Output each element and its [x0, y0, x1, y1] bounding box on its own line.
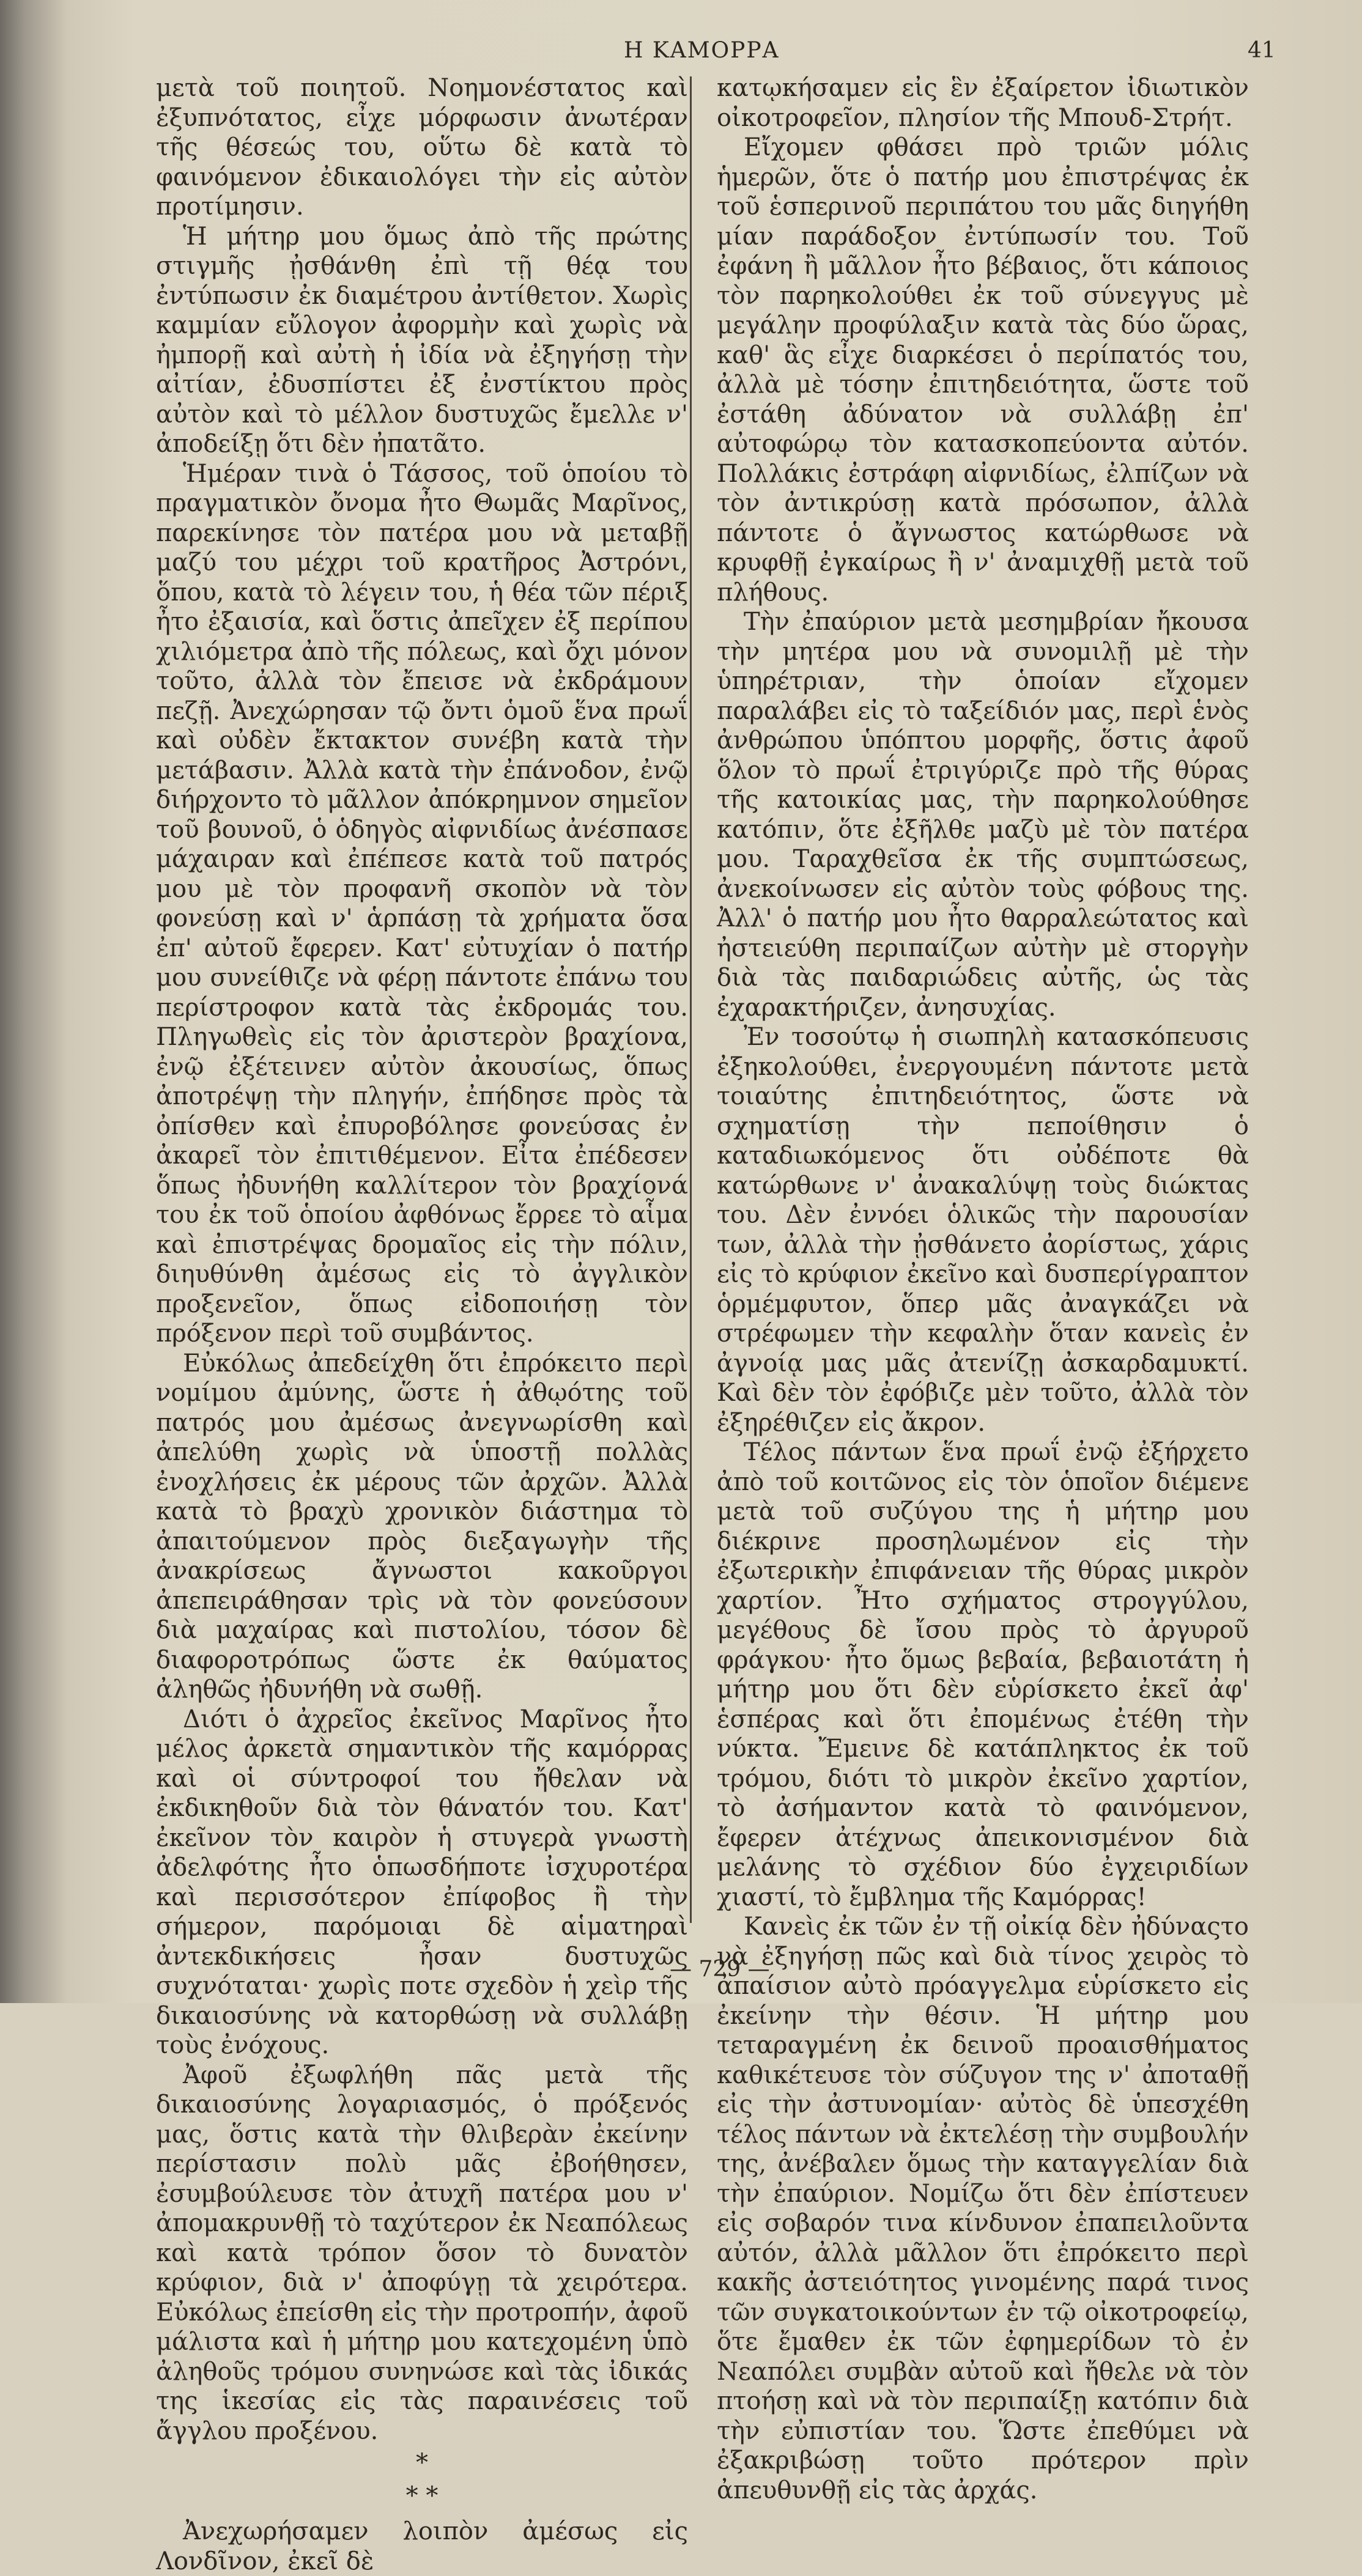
paragraph: μετὰ τοῦ ποιητοῦ. Νοημονέστατος καὶ ἐξυπνότατος, εἶχε μόρφωσιν ἀνωτέραν τῆς θέσεώς του, οὕτω δὲ κατὰ τὸ φαινόμενον ἐδικαιολόγει τὴν εἰς αὐτὸν προτίμησιν.	[156, 74, 688, 221]
left-column	[156, 73, 688, 2576]
paragraph: Τὴν ἐπαύριον μετὰ μεσημβρίαν ἤκουσα τὴν μητέρα μου νὰ συνομιλῇ μὲ τὴν ὑπηρέτριαν, τὴν ὁποίαν εἴχομεν παραλάβει εἰς τὸ ταξείδιόν μας, περὶ ἑνὸς ἀνθρώπου ὑπόπτου μορφῆς, ὅστις ἀφοῦ ὅλον τὸ πρωΐ ἐτριγύριζε πρὸ τῆς θύρας τῆς κατοικίας μας, τὴν παρηκολούθησε κατόπιν, ὅτε ἐξῆλθε μαζὺ μὲ τὸν πατέρα μου. Ταραχθεῖσα ἐκ τῆς συμπτώσεως, ἀνεκοίνωσεν εἰς αὐτὸν τοὺς φόβους της. Ἀλλ' ὁ πατήρ μου ἦτο θαρραλεώτατος καὶ ἠστειεύθη περιπαίζων αὐτὴν μὲ στοργὴν διὰ τὰς παιδαριώδεις αὐτῆς, ὡς τὰς ἐχαρακτήριζεν, ἀνησυχίας.	[717, 608, 1249, 1022]
folio: — 729 —	[670, 1957, 770, 1982]
paragraph: Ἀφοῦ ἐξωφλήθη πᾶς μετὰ τῆς δικαιοσύνης λογαριασμός, ὁ πρόξενός μας, ὅστις κατὰ τὴν θλιβερὰν ἐκείνην περίστασιν πολὺ μᾶς ἐβοήθησεν, ἐσυμβούλευσε τὸν ἀτυχῆ πατέρα μου ν' ἀπομακρυνθῇ τὸ ταχύτερον ἐκ Νεαπόλεως καὶ κατὰ τρόπον ὅσον τὸ δυνατὸν κρύφιον, διὰ ν' ἀποφύγῃ τὰ χειρότερα. Εὐκόλως ἐπείσθη εἰς τὴν προτροπήν, ἀφοῦ μάλιστα καὶ ἡ μήτηρ μου κατεχομένη ὑπὸ ἀληθοῦς τρόμου συνηνώσε καὶ τὰς ἰδικάς της ἱκεσίας εἰς τὰς παραινέσεις τοῦ ἄγγλου προξένου.	[156, 2061, 688, 2445]
paragraph: Ἡ μήτηρ μου ὅμως ἀπὸ τῆς πρώτης στιγμῆς ᾐσθάνθη ἐπὶ τῇ θέᾳ του ἐντύπωσιν ἐκ διαμέτρου ἀντίθετον. Χωρὶς καμμίαν εὔλογον ἀφορμὴν καὶ χωρὶς νὰ ἠμπορῇ καὶ αὐτὴ ἡ ἰδία νὰ ἐξηγήσῃ τὴν αἰτίαν, ἐδυσπίστει ἐξ ἐνστίκτου πρὸς αὐτὸν καὶ τὸ μέλλον δυστυχῶς ἔμελλε ν' ἀποδείξῃ ὅτι δὲν ἠπατᾶτο.	[156, 222, 688, 458]
paragraph: Ἀνεχωρήσαμεν λοιπὸν ἀμέσως εἰς Λονδῖνον, ἐκεῖ δὲ	[156, 2517, 688, 2575]
running-head	[0, 32, 1362, 75]
section-break-bottom: * *	[405, 2482, 439, 2510]
right-column	[717, 73, 1249, 2505]
column-rule	[690, 76, 692, 1923]
page-number: 41	[1248, 38, 1276, 63]
paragraph: Ἐν τοσούτῳ ἡ σιωπηλὴ κατασκόπευσις ἐξηκολούθει, ἐνεργουμένη πάντοτε μετὰ τοιαύτης ἐπιτηδειότητος, ὥστε νὰ σχηματίσῃ τὴν πεποίθησιν ὁ καταδιωκόμενος ὅτι οὐδέποτε θὰ κατώρθωνε ν' ἀνακαλύψῃ τοὺς διώκτας του. Δὲν ἐννόει ὁλικῶς τὴν παρουσίαν των, ἀλλὰ τὴν ᾐσθάνετο ἀορίστως, χάρις εἰς τὸ κρύφιον ἐκεῖνο καὶ δυσπερίγραπτον ὁρμέμφυτον, ὅπερ μᾶς ἀναγκάζει νὰ στρέφωμεν τὴν κεφαλὴν ὅταν κανεὶς ἐν ἀγνοίᾳ μας μᾶς ἀτενίζῃ ἀσκαρδαμυκτί. Καὶ δὲν τὸν ἐφόβιζε μὲν τοῦτο, ἀλλὰ τὸν ἐξηρέθιζεν εἰς ἄκρον.	[717, 1023, 1249, 1437]
paragraph: Κανεὶς ἐκ τῶν ἐν τῇ οἰκίᾳ δὲν ἠδύναςτο νὰ ἐξηγήσῃ πῶς καὶ διὰ τίνος χειρὸς τὸ ἀπαίσιον αὐτὸ πρόαγγελμα εὑρίσκετο εἰς ἐκείνην τὴν θέσιν. Ἡ μήτηρ μου τεταραγμένη ἐκ δεινοῦ προαισθήματος καθικέτευσε τὸν σύζυγον της ν' ἀποταθῇ εἰς τὴν ἀστυνομίαν· αὐτὸς δὲ ὑπεσχέθη τέλος πάντων νὰ ἐκτελέσῃ τὴν συμβουλήν της, ἀνέβαλεν ὅμως τὴν καταγγελίαν διὰ τὴν ἐπαύριον. Νομίζω ὅτι δὲν ἐπίστευεν εἰς σοβαρόν τινα κίνδυνον ἐπαπειλοῦντα αὐτόν, ἀλλὰ μᾶλλον ὅτι ἐπρόκειτο περὶ κακῆς ἀστειότητος γινομένης παρά τινος τῶν συγκατοικούντων ἐν τῷ οἰκοτροφείῳ, ὅτε ἔμαθεν ἐκ τῶν ἐφημερίδων τὸ ἐν Νεαπόλει συμβὰν αὐτοῦ καὶ ἤθελε νὰ τὸν πτοήσῃ καὶ νὰ τὸν περιπαίξῃ κατόπιν διὰ τὴν εὐπιστίαν του. Ὥστε ἐπεθύμει νὰ ἐξακριβώσῃ τοῦτο πρότερον πρὶν ἀπευθυνθῇ εἰς τὰς ἀρχάς.	[717, 1913, 1249, 2504]
section-break-top: *	[416, 2449, 428, 2477]
paragraph: Ἡμέραν τινὰ ὁ Τάσσος, τοῦ ὁποίου τὸ πραγματικὸν ὄνομα ἦτο Θωμᾶς Μαρῖνος, παρεκίνησε τὸν πατέρα μου νὰ μεταβῇ μαζύ του μέχρι τοῦ κρατῆρος Ἀστρόνι, ὅπου, κατὰ τὸ λέγειν του, ἡ θέα τῶν πέριξ ἦτο ἐξαισία, καὶ ὅστις ἀπεῖχεν ἐξ περίπου χιλιόμετρα ἀπὸ τῆς πόλεως, καὶ ὄχι μόνον τοῦτο, ἀλλὰ τὸν ἔπεισε νὰ ἐκδράμουν πεζῇ. Ἀνεχώρησαν τῷ ὄντι ὁμοῦ ἕνα πρωΐ καὶ οὐδὲν ἔκτακτον συνέβη κατὰ τὴν μετάβασιν. Ἀλλὰ κατὰ τὴν ἐπάνοδον, ἐνῷ διήρχοντο τὸ μᾶλλον ἀπόκρημνον σημεῖον τοῦ βουνοῦ, ὁ ὁδηγὸς αἰφνιδίως ἀνέσπασε μάχαιραν καὶ ἐπέπεσε κατὰ τοῦ πατρός μου μὲ τὸν προφανῆ σκοπὸν νὰ τὸν φονεύσῃ καὶ ν' ἁρπάσῃ τὰ χρήματα ὅσα ἐπ' αὐτοῦ ἔφερεν. Κατ' εὐτυχίαν ὁ πατήρ μου συνείθιζε νὰ φέρῃ πάντοτε ἐπάνω του περίστροφον κατὰ τὰς ἐκδρομάς του. Πληγωθεὶς εἰς τὸν ἀριστερὸν βραχίονα, ἐνῷ ἐξέτεινεν αὐτὸν ἀκουσίως, ὅπως ἀποτρέψῃ τὴν πληγήν, ἐπήδησε πρὸς τὰ ὀπίσθεν καὶ ἐπυροβόλησε φονεύσας ἐν ἀκαρεῖ τὸν ἐπιτιθέμενον. Εἶτα ἐπέδεσεν ὅπως ἠδυνήθη καλλίτερον τὸν βραχίονά του ἐκ τοῦ ὁποίου ἀφθόνως ἔρρεε τὸ αἷμα καὶ ἐπιστρέψας δρομαῖος εἰς τὴν πόλιν, διηυθύνθη ἀμέσως εἰς τὸ ἀγγλικὸν προξενεῖον, ὅπως εἰδοποιήσῃ τὸν πρόξενον περὶ τοῦ συμβάντος.	[156, 459, 688, 1348]
paragraph: κατῳκήσαμεν εἰς ἓν ἐξαίρετον ἰδιωτικὸν οἰκοτροφεῖον, πλησίον τῆς Μπουδ-Στρήτ.	[717, 74, 1249, 132]
paragraph: Εἴχομεν φθάσει πρὸ τριῶν μόλις ἡμερῶν, ὅτε ὁ πατήρ μου ἐπιστρέψας ἐκ τοῦ ἑσπερινοῦ περιπάτου του μᾶς διηγήθη μίαν παράδοξον ἐντύπωσίν του. Τοῦ ἐφάνη ἢ μᾶλλον ἦτο βέβαιος, ὅτι κάποιος τὸν παρηκολούθει ἐκ τοῦ σύνεγγυς μὲ μεγάλην προφύλαξιν κατὰ τὰς δύο ὥρας, καθ' ἃς εἶχε διαρκέσει ὁ περίπατός του, ἀλλὰ μὲ τόσην ἐπιτηδειότητα, ὥστε τοῦ ἐστάθη ἀδύνατον νὰ συλλάβῃ ἐπ' αὐτοφώρῳ τὸν κατασκοπεύοντα αὐτόν. Πολλάκις ἐστράφη αἰφνιδίως, ἐλπίζων νὰ τὸν ἀντικρύσῃ κατὰ πρόσωπον, ἀλλὰ πάντοτε ὁ ἄγνωστος κατώρθωσε νὰ κρυφθῇ ἐγκαίρως ἢ ν' ἀναμιχθῇ μετὰ τοῦ πλήθους.	[717, 133, 1249, 607]
paragraph: Τέλος πάντων ἕνα πρωΐ ἐνῷ ἐξήρχετο ἀπὸ τοῦ κοιτῶνος εἰς τὸν ὁποῖον διέμενε μετὰ τοῦ συζύγου της ἡ μήτηρ μου διέκρινε προσηλωμένον εἰς τὴν ἐξωτερικὴν ἐπιφάνειαν τῆς θύρας μικρὸν χαρτίον. Ἦτο σχήματος στρογγύλου, μεγέθους δὲ ἴσου πρὸς τὸ ἀργυροῦ φράγκου· ἦτο ὅμως βεβαία, βεβαιοτάτη ἡ μήτηρ μου ὅτι δὲν εὑρίσκετο ἐκεῖ ἀφ' ἑσπέρας καὶ ὅτι ἐπομένως ἐτέθη τὴν νύκτα. Ἔμεινε δὲ κατάπληκτος ἐκ τοῦ τρόμου, διότι τὸ μικρὸν ἐκεῖνο χαρτίον, τὸ ἀσήμαντον κατὰ τὸ φαινόμενον, ἔφερεν ἀτέχνως ἀπεικονισμένον διὰ μελάνης τὸ σχέδιον δύο ἐγχειριδίων χιαστί, τὸ ἔμβλημα τῆς Καμόρρας!	[717, 1438, 1249, 1911]
paragraph: Διότι ὁ ἀχρεῖος ἐκεῖνος Μαρῖνος ἦτο μέλος ἀρκετὰ σημαντικὸν τῆς καμόρρας καὶ οἱ σύντροφοί του ἤθελαν νὰ ἐκδικηθοῦν διὰ τὸν θάνατόν του. Κατ' ἐκεῖνον τὸν καιρὸν ἡ στυγερὰ γνωστὴ ἀδελφότης ἦτο ὁπωσδήποτε ἰσχυροτέρα καὶ περισσότερον ἐπίφοβος ἢ τὴν σήμερον, παρόμοιαι δὲ αἱματηραὶ ἀντεκδικήσεις ἦσαν δυστυχῶς συχνόταται· χωρὶς ποτε σχεδὸν ἡ χεὶρ τῆς δικαιοσύνης νὰ κατορθώσῃ νὰ συλλάβῃ τοὺς ἐνόχους.	[156, 1705, 688, 2059]
running-title: Η ΚΑΜΟΡΡΑ	[624, 38, 780, 63]
paragraph: Εὐκόλως ἀπεδείχθη ὅτι ἐπρόκειτο περὶ νομίμου ἀμύνης, ὥστε ἡ ἀθῳότης τοῦ πατρός μου ἀμέσως ἀνεγνωρίσθη καὶ ἀπελύθη χωρὶς νὰ ὑποστῇ πολλὰς ἐνοχλήσεις ἐκ μέρους τῶν ἀρχῶν. Ἀλλὰ κατὰ τὸ βραχὺ χρονικὸν διάστημα τὸ ἀπαιτούμενον πρὸς διεξαγωγὴν τῆς ἀνακρίσεως ἄγνωστοι κακοῦργοι ἀπεπειράθησαν τρὶς νὰ τὸν φονεύσουν διὰ μαχαίρας καὶ πιστολίου, τόσον δὲ διαφοροτρόπως ὥστε ἐκ θαύματος ἀληθῶς ἠδυνήθη νὰ σωθῇ.	[156, 1349, 688, 1703]
